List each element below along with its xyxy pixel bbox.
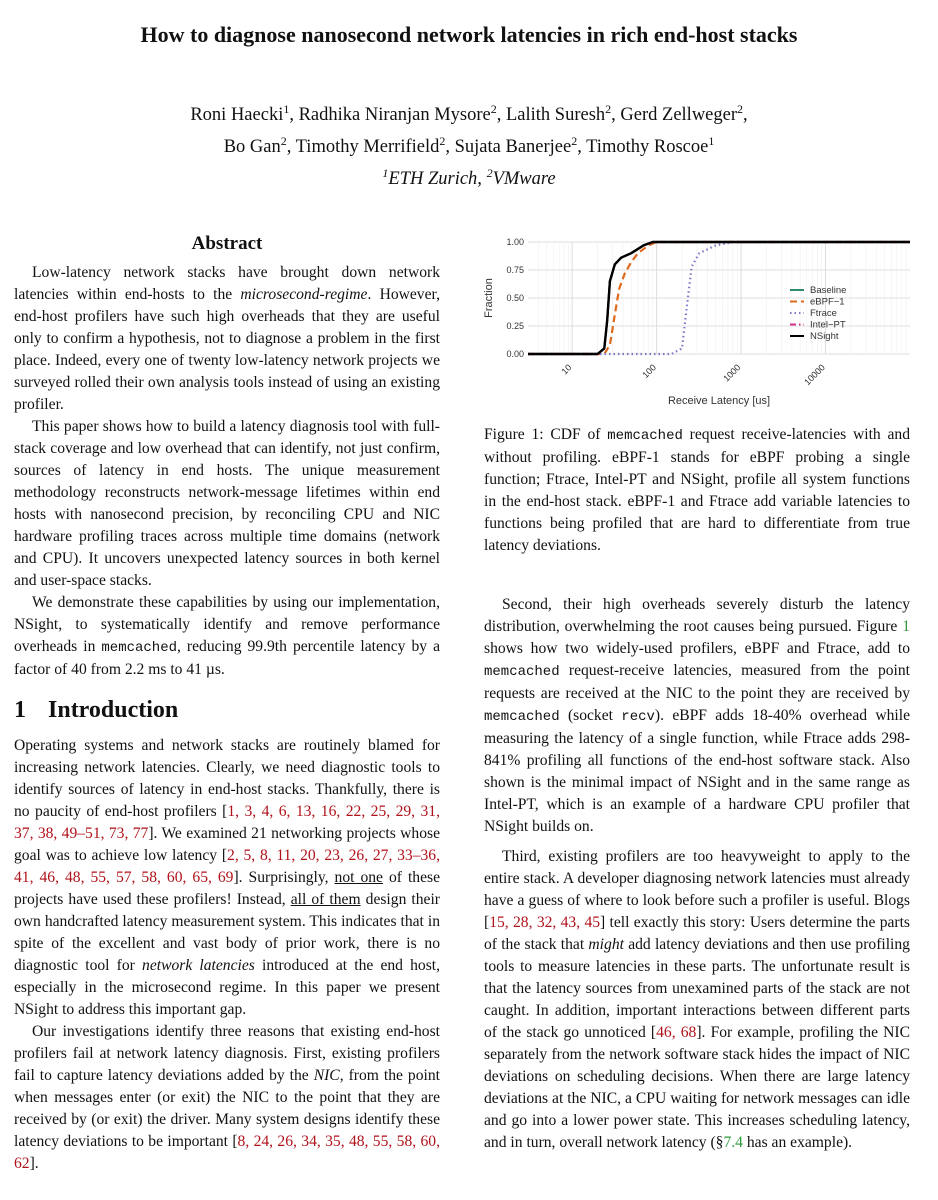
legend-label: NSight — [810, 331, 839, 342]
x-tick-label: 1000 — [721, 362, 743, 384]
legend-label: Ftrace — [810, 308, 837, 319]
affiliations: $^1$ETH Zurich, $^2$VMware — [382, 166, 556, 190]
left-column — [14, 232, 440, 1175]
intro-paragraph-1: Operating systems and network stacks are routinely blamed for increasing network latencies. Clearly, we need diagnostic tools to identify sources of latency in end-host stacks. Thankfully, there is no paucity of end-host profilers [1, 3, 4, 6, 13, 16, 22, 25, 29, 31, 37, 38, 49–51, 73, 77]. We examined 21 networking projects whose goal was to achieve low latency [2, 5, 8, 11, 20, 23, 26, 27, 33–36, 41, 46, 48, 55, 57, 58, 60, 65, 69]. Surprisingly, not one of these projects have used these profilers! Instead, all of them design their own handcrafted latency measurement system. This indicates that in spite of the excellent and vast body of prior work, there is no diagnostic tool for network latencies introduced at the end host, especially in the microsecond regime. In this paper we present NSight to address this important gap. — [14, 737, 441, 1018]
abstract-paragraph-1: Low-latency network stacks have brought down network latencies within end-hosts to the microsecond-regime. However, end-host profilers have such high overheads that they are useful only to confirm a hypothesis, not to diagnose a problem in the first place. Indeed, every one of twenty low-latency network projects we surveyed rolled their own analysis tools instead of using an existing profiler. — [14, 264, 440, 413]
author: Gerd Zellweger — [620, 105, 738, 126]
citation-link[interactable]: 1, 3, 4, 6, 13, 16, 22, 25, 29, 31, 37, 38, 49–51, 73, 77 — [14, 803, 440, 842]
cdf-chart — [478, 232, 918, 412]
abstract-heading: Abstract — [191, 233, 263, 254]
author-sup: 1 — [283, 102, 290, 116]
legend-label: eBPF−1 — [810, 296, 845, 308]
y-tick-label: 0.75 — [506, 265, 524, 275]
y-tick-label: 0.50 — [506, 293, 524, 303]
author-sup: 2 — [490, 102, 497, 116]
author: Bo Gan — [223, 137, 281, 158]
figure-caption: Figure 1: CDF of memcached request receive-latencies with and without profiling. eBPF-1 stands for eBPF probing a single function; Ftrace, Intel-PT and NSight, profile all system functions in the end-host stack. eBPF-1 and Ftrace add variable latencies to functions being profiled that are hard to differentiate from true latency deviations. — [484, 426, 910, 554]
author: Timothy Merrifield — [295, 137, 440, 158]
y-tick-label: 0.25 — [506, 321, 524, 331]
author-sup: 2 — [737, 102, 744, 116]
x-tick-label: 10000 — [802, 362, 827, 388]
figure-ref-link[interactable]: 1 — [902, 618, 910, 635]
author: Radhika Niranjan Mysore — [298, 105, 491, 126]
right-column-text — [484, 594, 910, 1154]
section-ref-link[interactable]: 7.4 — [723, 1134, 743, 1151]
citation-link[interactable]: 8, 24, 26, 34, 35, 48, 55, 58, 60, 62 — [14, 1133, 440, 1172]
author-block — [0, 96, 938, 192]
section-heading-introduction: 1 Introduction — [14, 697, 179, 723]
author: Sujata Banerjee — [454, 137, 572, 158]
author: Roni Haecki — [190, 105, 284, 126]
legend-label: Intel−PT — [810, 319, 846, 331]
author: Timothy Roscoe — [586, 137, 709, 158]
citation-link[interactable]: 46, 68 — [656, 1024, 697, 1041]
author-sup: 2 — [605, 102, 612, 116]
author: Lalith Suresh — [506, 105, 606, 126]
x-tick-label: 10 — [559, 362, 574, 377]
y-tick-label: 1.00 — [506, 237, 524, 247]
author-line-2: Bo Gan$^2$, Timothy Merrifield$^2$, Sujata Banerjee$^2$, Timothy Roscoe$^1$ — [223, 134, 715, 158]
author-sup: 2 — [571, 134, 578, 149]
paper-title: How to diagnose nanosecond network latencies in rich end-host stacks — [140, 22, 798, 47]
author-sup: 2 — [280, 134, 287, 149]
right-paragraph-2: Third, existing profilers are too heavyweight to apply to the entire stack. A developer diagnosing network latencies must already have a guess of where to look before such a profiler is useful. Blogs [15, 28, 32, 43, 45] tell exactly this story: Users determine the parts of the stack that might add latency deviations and then use profiling tools to measure latencies in these parts. The unfortunate result is that the latency sources from unexamined parts of the stack are not caught. In addition, important interactions between different parts of the stack go unnoticed [46, 68]. For example, profiling the NIC separately from the network software stack hides the impact of NIC deviations on scheduling decisions. When there are large latency deviations at the NIC, a CPU waiting for network messages can idle and go into a lower power state. This increases scheduling latency, and in turn, overall network latency (§7.4 has an example). — [484, 848, 911, 1151]
abstract-paragraph-3: We demonstrate these capabilities by using our implementation, NSight, to systematically identify and remove performance overheads in memcached, reducing 99.9th percentile latency by a factor of 40 from 2.2 ms to 41 µs. — [14, 594, 440, 678]
y-tick-label: 0.00 — [506, 349, 524, 359]
intro-paragraph-2: Our investigations identify three reasons that existing end-host profilers fail at network latency diagnosis. First, existing profilers fail to capture latency deviations added by the NIC, from the point when messages enter (or exit) the NIC to the point that they are received by (or exit) the driver. Many system designs identify these latency deviations to be important [8, 24, 26, 34, 35, 48, 55, 58, 60, 62]. — [14, 1023, 440, 1172]
x-axis-label: Receive Latency [us] — [667, 395, 771, 407]
author-sup: 2 — [439, 134, 446, 149]
y-axis-label: Fraction — [483, 278, 495, 318]
legend-label: Baseline — [810, 285, 847, 296]
x-tick-label: 100 — [640, 362, 659, 381]
author-sup: 1 — [708, 134, 715, 149]
right-paragraph-1: Second, their high overheads severely disturb the latency distribution, overwhelming the root causes being pursued. Figure 1 shows how two widely-used profilers, eBPF and Ftrace, add to memcached request-receive latencies, measured from the point requests are received at the NIC to the point they are received by memcached (socket recv). eBPF adds 18-40% overhead while measuring the latency of a single function, while Ftrace adds 298-841% profiling all functions of the end-host software stack. Also shown is the minimal impact of NSight and in the same range as Intel-PT, which is an example of a hardware CPU profiler that NSight builds on. — [484, 596, 910, 835]
abstract-paragraph-2: This paper shows how to build a latency diagnosis tool with full-stack coverage and low overhead that can identify, not just confirm, sources of latency in end hosts. The unique measurement methodology reconstructs network-message lifetimes within end hosts with nanosecond precision, by reconciling CPU and NIC hardware profiling traces across multiple time domains (network and CPU). It uncovers unexpected latency sources in both kernel and user-space stacks. — [14, 418, 440, 589]
citation-link[interactable]: 2, 5, 8, 11, 20, 23, 26, 27, 33–36, 41, 46, 48, 55, 57, 58, 60, 65, 69 — [14, 847, 440, 886]
author-line-1: Roni Haecki$^1$, Radhika Niranjan Mysore$^2$, Lalith Suresh$^2$, Gerd Zellweger$^2$, — [190, 102, 748, 126]
citation-link[interactable]: 15, 28, 32, 43, 45 — [489, 914, 601, 931]
